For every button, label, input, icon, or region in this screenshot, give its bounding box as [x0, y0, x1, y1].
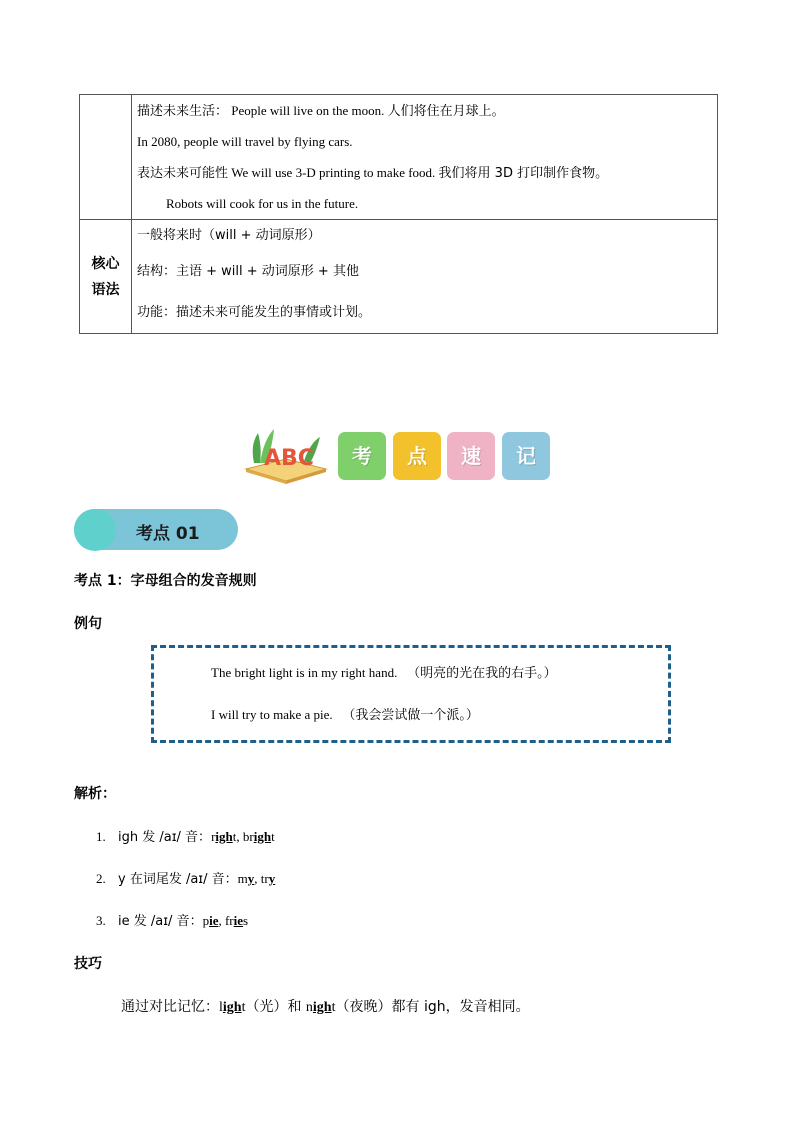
point-label: 考点 01 [136, 524, 200, 544]
example-sentence-2: I will try to make a pie. （我会尝试做一个派。） [211, 707, 479, 723]
table-row [80, 220, 718, 334]
point-circle-icon [74, 509, 116, 551]
rule-item-1: 1. igh 发 /aɪ/ 音：right, bright [96, 829, 275, 845]
example-box [151, 645, 671, 743]
example-sentence-1: The bright light is in my right hand. （明亮的光在我的右手。） [211, 665, 557, 681]
grammar-cell [132, 220, 718, 334]
grammar-line-1: 一般将来时（will + 动词原形） [137, 228, 321, 243]
grammar-table [79, 94, 718, 334]
tips-heading: 技巧 [74, 956, 102, 972]
usage-cell [132, 95, 718, 220]
section-title: 考点 1：字母组合的发音规则 [74, 573, 257, 589]
abc-book-icon [240, 425, 332, 485]
tile-dian: 点 [393, 432, 441, 480]
analysis-heading: 解析： [74, 786, 116, 802]
tile-ji: 记 [502, 432, 550, 480]
row-label-empty [80, 95, 132, 220]
tip-text: 通过对比记忆：light（光）和 night（夜晚）都有 igh，发音相同。 [121, 999, 530, 1015]
usage-line-4: Robots will cook for us in the future. [166, 196, 359, 211]
usage-line-2: In 2080, people will travel by flying cars. [137, 134, 353, 149]
table-row [80, 95, 718, 220]
row-label-core-grammar: 核心 语法 [80, 220, 132, 334]
rule-item-2: 2. y 在词尾发 /aɪ/ 音：my, try [96, 871, 276, 887]
tile-kao: 考 [338, 432, 386, 480]
key-points-banner [240, 425, 560, 485]
example-heading: 例句 [74, 616, 102, 632]
abc-letters: ABC [264, 446, 314, 471]
usage-line-3: 表达未来可能性 We will use 3-D printing to make food. 我们将用 3D 打印制作食物。 [137, 165, 609, 181]
grammar-line-2: 结构：主语 + will + 动词原形 + 其他 [137, 264, 359, 279]
tile-su: 速 [447, 432, 495, 480]
rule-item-3: 3. ie 发 /aɪ/ 音：pie, fries [96, 913, 249, 929]
grammar-line-3: 功能：描述未来可能发生的事情或计划。 [137, 305, 372, 320]
usage-line-1: 描述未来生活： People will live on the moon. 人们将住在月球上。 [137, 103, 505, 119]
